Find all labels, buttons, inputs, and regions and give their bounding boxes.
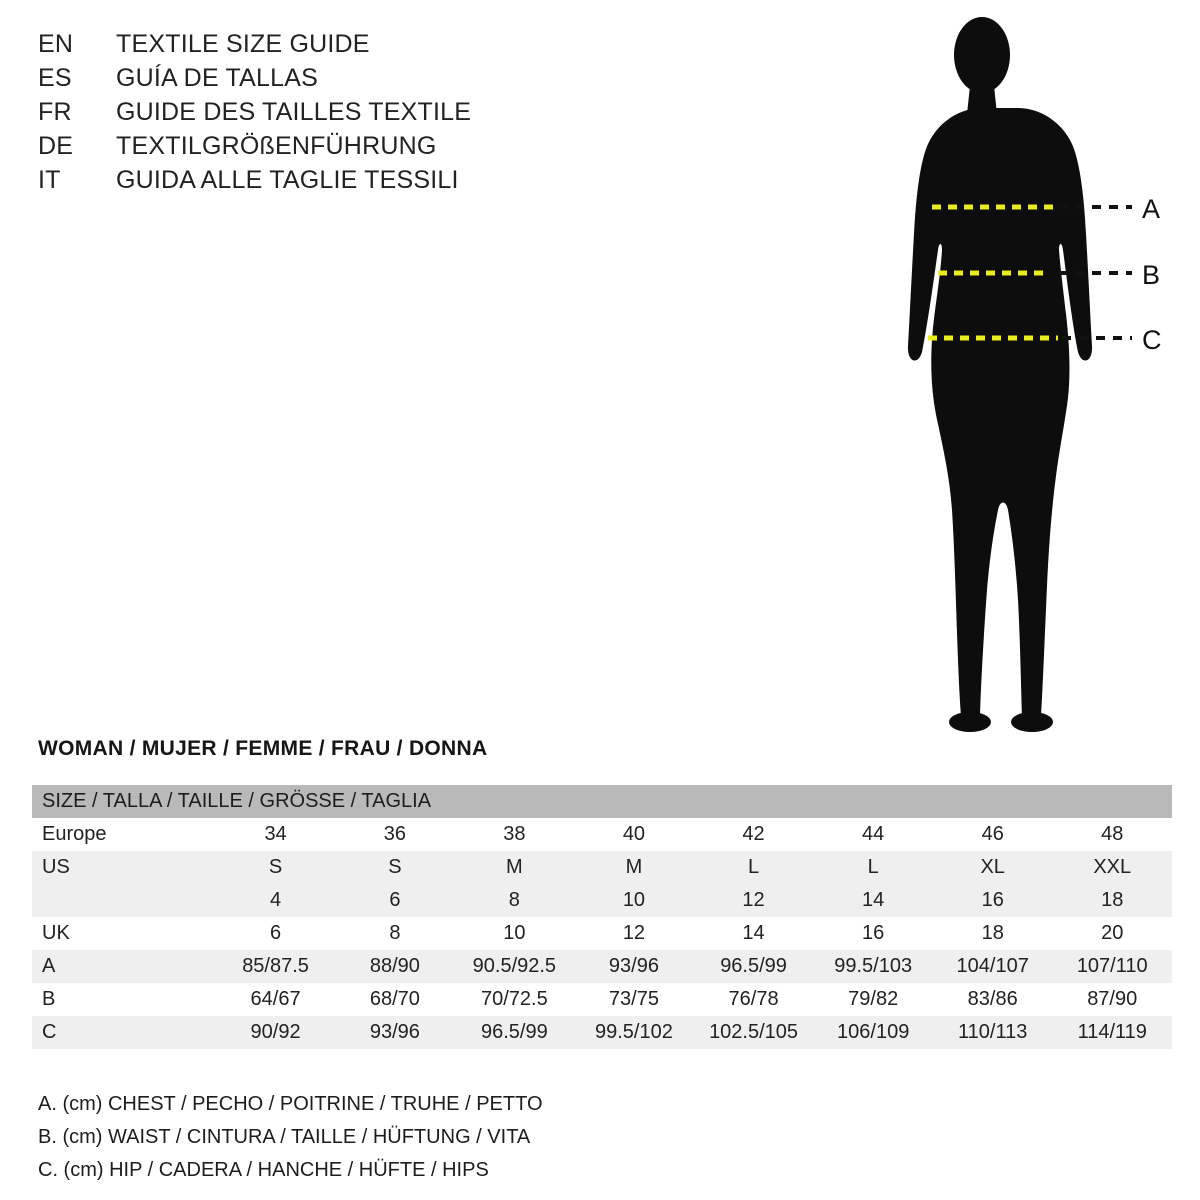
language-code-de: DE — [38, 132, 74, 160]
row-label: B — [42, 988, 56, 1010]
cell: 83/86 — [967, 988, 1018, 1010]
cell: 40 — [622, 823, 646, 845]
cell: 114/119 — [1077, 1021, 1147, 1043]
cell: 38 — [503, 823, 526, 845]
table-row-uk — [32, 917, 1172, 950]
table-header-row — [32, 785, 1172, 818]
row-label: C — [42, 1021, 57, 1043]
woman-silhouette-icon — [860, 10, 1190, 750]
cell: 76/78 — [728, 988, 779, 1010]
table-row-europe — [32, 818, 1172, 851]
cell: 93/96 — [369, 1021, 420, 1043]
language-row-en — [38, 30, 678, 64]
cell: 16 — [981, 889, 1004, 911]
cell: 99.5/102 — [595, 1021, 673, 1043]
language-title-list — [38, 30, 678, 200]
language-code-it: IT — [38, 166, 61, 194]
cell: M — [625, 856, 643, 878]
cell: L — [747, 856, 760, 878]
language-code-en: EN — [38, 30, 74, 58]
footnote-c: C. (cm) HIP / CADERA / HANCHE / HÜFTE / HIPS — [38, 1159, 489, 1181]
cell: XL — [980, 856, 1005, 878]
row-label — [32, 884, 216, 917]
cell: 48 — [1101, 823, 1124, 845]
cell: 73/75 — [608, 988, 659, 1010]
cell: 106/109 — [837, 1021, 910, 1043]
cell: 14 — [742, 922, 765, 944]
size-table — [32, 785, 1172, 1049]
language-code-fr: FR — [38, 98, 72, 126]
section-title-woman: WOMAN / MUJER / FEMME / FRAU / DONNA — [38, 737, 488, 760]
row-label: A — [42, 955, 56, 977]
marker-label-a: A — [1142, 194, 1161, 224]
cell: 12 — [742, 889, 765, 911]
cell: 87/90 — [1087, 988, 1138, 1010]
cell: 96.5/99 — [480, 1021, 548, 1043]
cell: 6 — [270, 922, 282, 944]
row-label: US — [42, 856, 70, 878]
language-text-it: GUIDA ALLE TAGLIE TESSILI — [116, 166, 459, 194]
row-label: UK — [42, 922, 70, 944]
cell: 110/113 — [958, 1021, 1028, 1043]
cell: 70/72.5 — [480, 988, 548, 1010]
table-row-b — [32, 983, 1172, 1016]
footnote-list — [38, 1088, 543, 1187]
cell: S — [388, 856, 402, 878]
table-row-a — [32, 950, 1172, 983]
cell: 44 — [862, 823, 885, 845]
cell: 20 — [1101, 922, 1124, 944]
cell: 85/87.5 — [242, 955, 309, 977]
cell: 104/107 — [956, 955, 1029, 977]
table-header-label: SIZE / TALLA / TAILLE / GRÖSSE / TAGLIA — [42, 790, 432, 812]
cell: 93/96 — [608, 955, 659, 977]
cell: 42 — [742, 823, 765, 845]
footnote-a: A. (cm) CHEST / PECHO / POITRINE / TRUHE / PETTO — [38, 1093, 543, 1115]
cell: 12 — [622, 922, 646, 944]
cell: 90/92 — [250, 1021, 301, 1043]
cell: 16 — [862, 922, 885, 944]
cell: 68/70 — [369, 988, 420, 1010]
measurement-figure — [860, 10, 1190, 750]
language-text-fr: GUIDE DES TAILLES TEXTILE — [116, 98, 472, 126]
cell: 18 — [1101, 889, 1124, 911]
cell: M — [506, 856, 523, 878]
cell: XXL — [1093, 856, 1132, 878]
cell: 46 — [981, 823, 1004, 845]
language-text-es: GUÍA DE TALLAS — [116, 64, 318, 92]
table-row-us-numeric — [32, 884, 1172, 917]
cell: 64/67 — [250, 988, 301, 1010]
language-row-de — [38, 132, 678, 166]
cell: S — [268, 856, 283, 878]
cell: 6 — [389, 889, 401, 911]
language-code-es: ES — [38, 64, 72, 92]
cell: 14 — [862, 889, 885, 911]
cell: 10 — [503, 922, 526, 944]
cell: 79/82 — [848, 988, 899, 1010]
cell: 8 — [389, 922, 401, 944]
row-label: Europe — [42, 823, 107, 845]
cell: L — [867, 856, 879, 878]
language-text-en: TEXTILE SIZE GUIDE — [116, 30, 370, 58]
cell: 102.5/105 — [709, 1021, 799, 1043]
marker-label-c: C — [1142, 325, 1162, 355]
footnote-b: B. (cm) WAIST / CINTURA / TAILLE / HÜFTUNG / VITA — [38, 1126, 531, 1148]
cell: 18 — [981, 922, 1004, 944]
cell: 96.5/99 — [720, 955, 787, 977]
cell: 88/90 — [369, 955, 420, 977]
cell: 4 — [270, 889, 282, 911]
cell: 34 — [264, 823, 287, 845]
language-text-de: TEXTILGRÖßENFÜHRUNG — [116, 132, 437, 160]
table-row-c — [32, 1016, 1172, 1049]
table-row-us — [32, 851, 1172, 884]
language-row-it — [38, 166, 678, 200]
language-row-es — [38, 64, 678, 98]
cell: 107/110 — [1076, 955, 1148, 977]
cell: 36 — [383, 823, 407, 845]
cell: 99.5/103 — [834, 955, 913, 977]
marker-label-b: B — [1142, 260, 1161, 290]
language-row-fr — [38, 98, 678, 132]
cell: 8 — [508, 889, 520, 911]
cell: 90.5/92.5 — [472, 955, 557, 977]
cell: 10 — [622, 889, 646, 911]
